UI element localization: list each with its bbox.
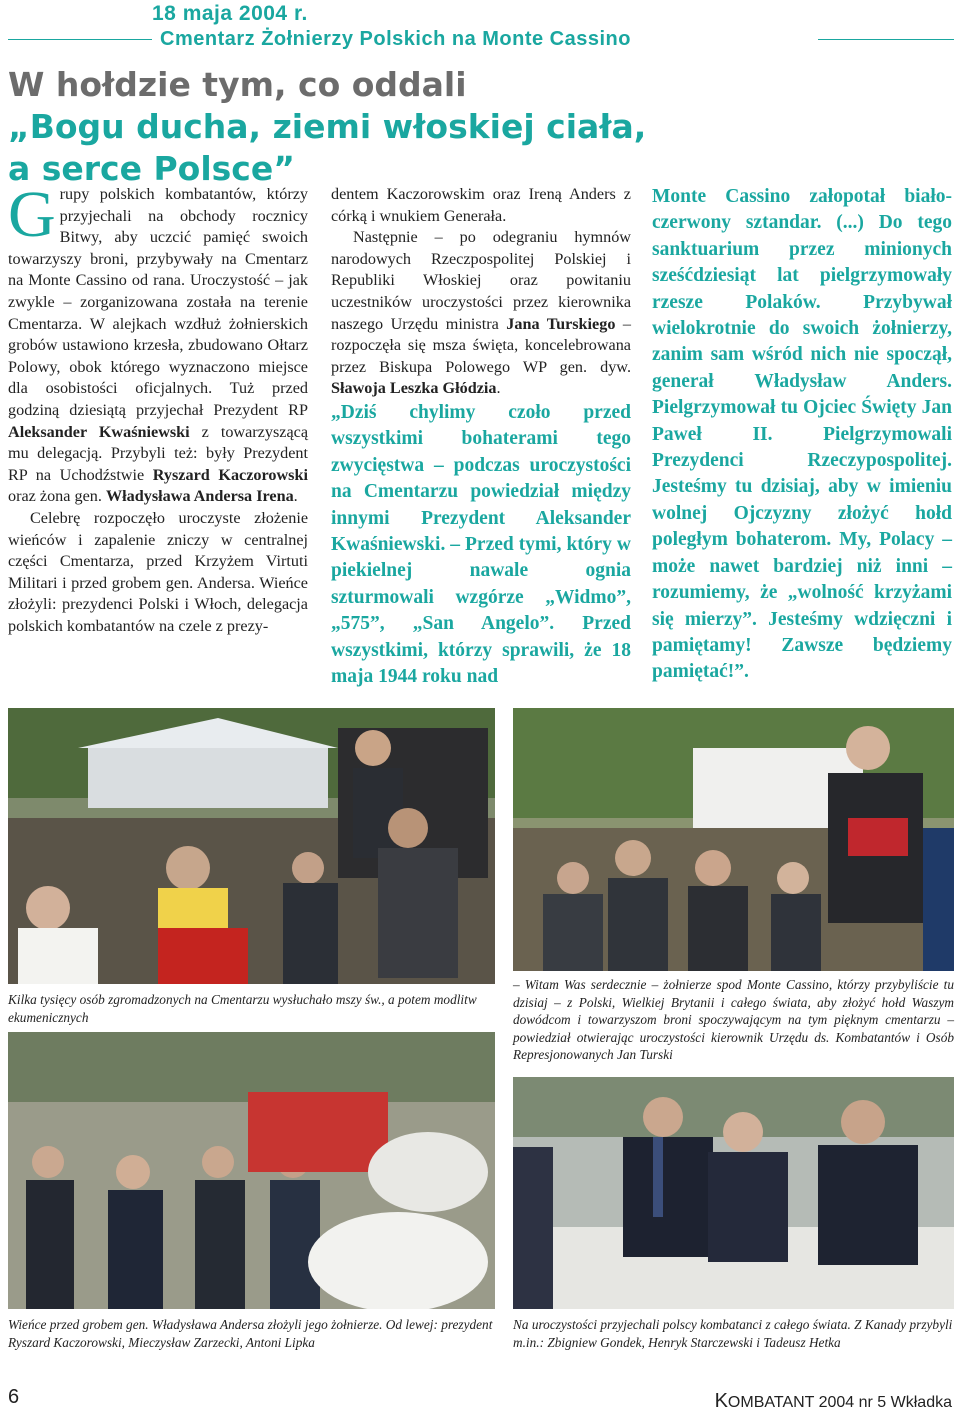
name-irena-anders: Władysława Andersa Irena [105, 487, 294, 506]
magazine-initial: K [714, 1390, 728, 1412]
name-kwasniewski: Aleksander Kwaśniewski [8, 422, 190, 441]
photo-wreaths [8, 1032, 495, 1309]
col1-text-d: . [293, 487, 298, 506]
header-rule-right [818, 39, 954, 40]
name-kaczorowski: Ryszard Kaczorowski [152, 465, 308, 484]
photo-mass [8, 708, 495, 984]
col2-paragraph-1: dentem Kaczorowskim oraz Ireną Anders z córką i wnukiem Generała. [331, 185, 631, 225]
president-quote: „Dziś chylimy czoło przed wszystkimi bohaterami tego zwycięstwa – podczas uroczystości na Cmentarzu powiedział między innymi Prezydent Aleksander Kwaśniewski. – Przed tymi, który w piekielnej nawale ognia szturmowali wzgórze „Widmo”, „575”, „San Angelo”. Przed wszystkimi, którzy sprawili, że 18 maja 1944 roku nad [331, 401, 631, 687]
headline-line-1: W hołdzie tym, co oddali [8, 65, 467, 104]
magazine-footer [715, 1390, 952, 1413]
section-place: Cmentarz Żołnierzy Polskich na Monte Cassino [156, 28, 635, 51]
photo-veterans [513, 1077, 954, 1309]
name-glodz: Sławoja Leszka Głódzia [331, 379, 497, 398]
col2-text-c: . [496, 379, 501, 398]
photo-speaker [513, 708, 954, 971]
col1-paragraph-2: Celebrę rozpoczęło uroczyste złożenie wieńców i zapalenie zniczy w centralnej części Cmentarza, przed Krzyżem Virtuti Militari i przed grobem gen. Andersa. Wieńce złożyli: prezydenci Polski i Włoch, delegacja polskich kombatantów na czele z prezy- [8, 508, 308, 635]
caption-photo-speaker: – Witam Was serdecznie – żołnierze spod Monte Cassino, którzy przybyliście tu dzisiaj – z Polski, Wielkiej Brytanii i całego świata, aby złożyć hołd Waszym dowódcom i towarzyszom broni spoczywającym na tym pięknym cmentarzu – powiedział otwierając uroczystości kierownik Urzędu ds. Kombatantów i Osób Represjonowanych Jan Turski [513, 977, 954, 1062]
drop-cap: G [8, 178, 56, 251]
issue-date: 18 maja 2004 r. [152, 2, 308, 25]
header-rule-left [8, 39, 152, 40]
article-column-1 [8, 178, 309, 637]
magazine-title: OMBATANT 2004 nr 5 Wkładka [727, 1394, 952, 1411]
article-column-3: Monte Cassino załopotał biało-czerwony sztandar. (...) Do tego sanktuarium przez minionych sześćdziesiąt lat pielgrzymowały rzesze Polaków. Przybywał wielokrotnie do swoich żołnierzy, zanim sam wśród nich nie spoczął, generał Władysław Anders. Pielgrzymował tu Ojciec Święty Jan Paweł II. Pielgrzymowali Prezydenci Rzeczypospolitej. Jesteśmy tu dzisiaj, aby w imieniu wolnej Ojczyzny złożyć hołd poległym bohaterom. My, Polacy – może nawet bardziej niż inni – rozumiemy, że „wolność krzyżami się mierzy”. Jesteśmy wdzięczni i pamiętamy! Zawsze będziemy pamiętać!”. [652, 186, 952, 683]
caption-photo-mass: Kilka tysięcy osób zgromadzonych na Cmentarzu wysłuchało mszy św., a potem modlitw ekumenicznych [8, 992, 477, 1025]
col1-text-b: z towarzyszącą mu delegacją. Przybyli też: były Prezydent RP na Uchodźstwie [8, 422, 309, 484]
page-number: 6 [8, 1386, 20, 1408]
col2-text-b: – rozpoczęła się msza święta, koncelebrowana przez Biskupa Polowego WP gen. dyw. [331, 314, 632, 376]
caption-photo-wreaths: Wieńce przed grobem gen. Władysława Andersa złożyli jego żołnierze. Od lewej: prezydent Ryszard Kaczorowski, Mieczysław Zarzecki, Antoni Lipka [8, 1317, 493, 1350]
article-headline [8, 64, 948, 190]
col2-text-a: Następnie – po odegraniu hymnów narodowych Rzeczpospolitej Polskiej i Republiki Włoskiej oraz powitaniu uczestników uroczystości przez kierownika naszego Urzędu ministra [331, 228, 631, 333]
headline-line-3: a serce Polsce” [8, 149, 295, 188]
col1-text-a: rupy polskich kombatantów, którzy przyjechali na obchody rocznicy Bitwy, aby uczcić pamięć swoich towarzyszy broni, przybywały na Cmentarz na Monte Cassino od rana. Uroczystość – jak zwykle – zorganizowana została na terenie Cmentarza. W alejkach wzdłuż żołnierskich grobów ustawiono krzesła, zbudowano Ołtarz Polowy, obok którego wyznaczono miejsce dla osobistości oficjalnych. Tuż przed godziną dziesiątą przyjechał Prezydent RP [8, 185, 308, 419]
name-turski: Jana Turskiego [506, 314, 616, 333]
headline-line-2: „Bogu ducha, ziemi włoskiej ciała, [8, 107, 647, 146]
caption-photo-veterans: Na uroczystości przyjechali polscy kombatanci z całego świata. Z Kanady przybyli m.in.: Zbigniew Gondek, Henryk Starczewski i Tadeusz Hetka [513, 1317, 953, 1350]
article-column-2 [331, 184, 631, 690]
section-header [8, 28, 954, 50]
col1-text-c: oraz żona gen. [8, 487, 106, 506]
